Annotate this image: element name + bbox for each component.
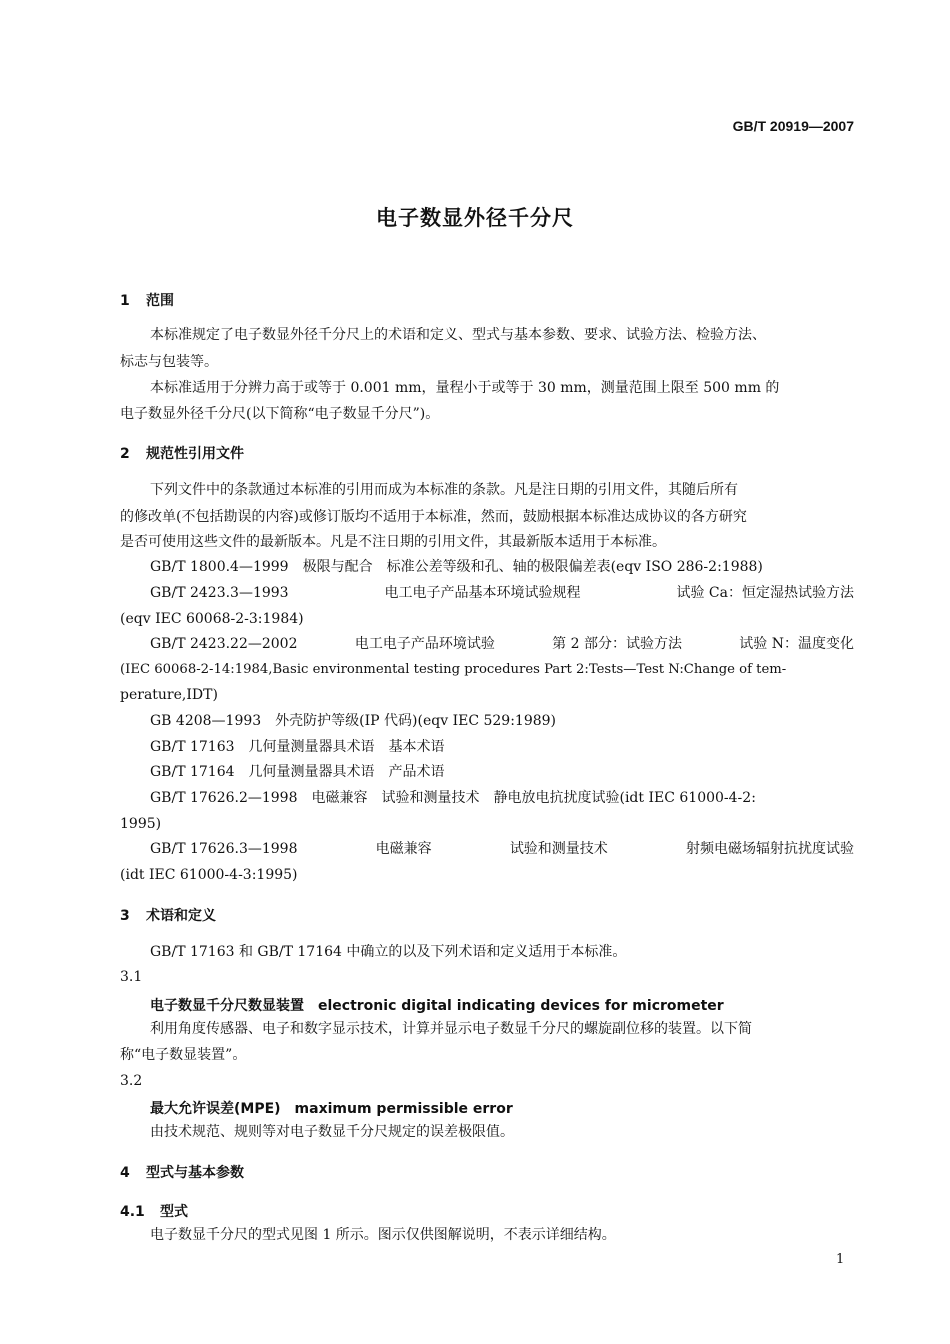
- reference-line: GB/T 17626.2—1998 电磁兼容 试验和测量技术 静电放电抗扰度试验(idt IEC 61000-4-2:: [150, 790, 756, 806]
- definition-line: 称“电子数显装置”。: [120, 1047, 247, 1063]
- subsection-title: 型式: [160, 1204, 188, 1220]
- section-1-heading: [120, 290, 174, 310]
- subsection-4-1-heading: [120, 1201, 188, 1221]
- standard-number: GB/T 20919—2007: [732, 118, 854, 134]
- reference-line: GB 4208—1993 外壳防护等级(IP 代码)(eqv IEC 529:1989): [150, 713, 557, 729]
- section-title: 术语和定义: [146, 908, 216, 924]
- ref-part: 电磁兼容: [375, 841, 432, 857]
- page-number: 1: [836, 1252, 845, 1267]
- paragraph-line: 本标准适用于分辨力高于或等于 0.001 mm，量程小于或等于 30 mm，测量范围上限至 500 mm 的: [150, 380, 780, 396]
- ref-part: GB/T 17626.3—1998: [150, 841, 298, 857]
- ref-part: 试验 Ca：恒定湿热试验方法: [676, 585, 854, 601]
- section-title: 规范性引用文件: [146, 446, 244, 462]
- definition-line: 利用角度传感器、电子和数字显示技术，计算并显示电子数显千分尺的螺旋副位移的装置。以下简: [150, 1021, 752, 1037]
- reference-line: GB/T 17163 几何量测量器具术语 基本术语: [150, 739, 445, 755]
- ref-part: 试验和测量技术: [509, 841, 608, 857]
- reference-line: (eqv IEC 60068-2-3:1984): [120, 611, 304, 627]
- reference-line: (IEC 60068-2-14:1984,Basic environmental testing procedures Part 2:Tests—Test N:Change of tem-: [120, 662, 787, 677]
- section-number: 4: [120, 1165, 130, 1181]
- paragraph-line: 标志与包装等。: [120, 354, 218, 370]
- ref-part: 第 2 部分：试验方法: [552, 636, 682, 652]
- paragraph-line: 电子数显外径千分尺(以下简称“电子数显千分尺”)。: [120, 406, 440, 422]
- definition-line: 由技术规范、规则等对电子数显千分尺规定的误差极限值。: [150, 1124, 514, 1140]
- paragraph-line: 下列文件中的条款通过本标准的引用而成为本标准的条款。凡是注日期的引用文件，其随后所有: [150, 482, 738, 498]
- section-number: 1: [120, 293, 130, 309]
- section-title: 型式与基本参数: [146, 1165, 244, 1181]
- ref-part: 电工电子产品基本环境试验规程: [384, 585, 581, 601]
- document-title: 电子数显外径千分尺: [376, 206, 574, 230]
- paragraph-line: 的修改单(不包括勘误的内容)或修订版均不适用于本标准，然而，鼓励根据本标准达成协议的各方研究: [120, 509, 747, 525]
- section-2-heading: [120, 443, 244, 463]
- reference-line: [150, 635, 854, 653]
- reference-line: GB/T 1800.4—1999 极限与配合 标准公差等级和孔、轴的极限偏差表(eqv ISO 286-2:1988): [150, 559, 763, 575]
- ref-part: 试验 N：温度变化: [739, 636, 854, 652]
- section-number: 2: [120, 446, 130, 462]
- term-heading: 电子数显千分尺数显装置 electronic digital indicating devices for micrometer: [150, 998, 724, 1014]
- ref-part: 射频电磁场辐射抗扰度试验: [685, 841, 854, 857]
- reference-line: 1995): [120, 816, 162, 832]
- paragraph-line: 是否可使用这些文件的最新版本。凡是不注日期的引用文件，其最新版本适用于本标准。: [120, 534, 666, 550]
- reference-line: (idt IEC 61000-4-3:1995): [120, 867, 298, 883]
- ref-part: GB/T 2423.3—1993: [150, 585, 289, 601]
- section-3-heading: [120, 905, 216, 925]
- ref-part: GB/T 2423.22—2002: [150, 636, 298, 652]
- reference-line: [150, 840, 854, 858]
- section-title: 范围: [146, 293, 174, 309]
- ref-part: 电工电子产品环境试验: [354, 636, 495, 652]
- term-number: 3.2: [120, 1073, 143, 1089]
- paragraph-line: 电子数显千分尺的型式见图 1 所示。图示仅供图解说明，不表示详细结构。: [150, 1227, 616, 1243]
- section-number: 3: [120, 908, 130, 924]
- section-4-heading: [120, 1162, 244, 1182]
- reference-line: [150, 584, 854, 602]
- term-number: 3.1: [120, 969, 143, 985]
- paragraph-line: GB/T 17163 和 GB/T 17164 中确立的以及下列术语和定义适用于本标准。: [150, 944, 627, 960]
- reference-line: GB/T 17164 几何量测量器具术语 产品术语: [150, 764, 445, 780]
- reference-line: perature,IDT): [120, 687, 218, 703]
- subsection-number: 4.1: [120, 1204, 145, 1220]
- term-heading: 最大允许误差(MPE) maximum permissible error: [150, 1101, 513, 1117]
- paragraph-line: 本标准规定了电子数显外径千分尺上的术语和定义、型式与基本参数、要求、试验方法、检验方法、: [150, 327, 766, 343]
